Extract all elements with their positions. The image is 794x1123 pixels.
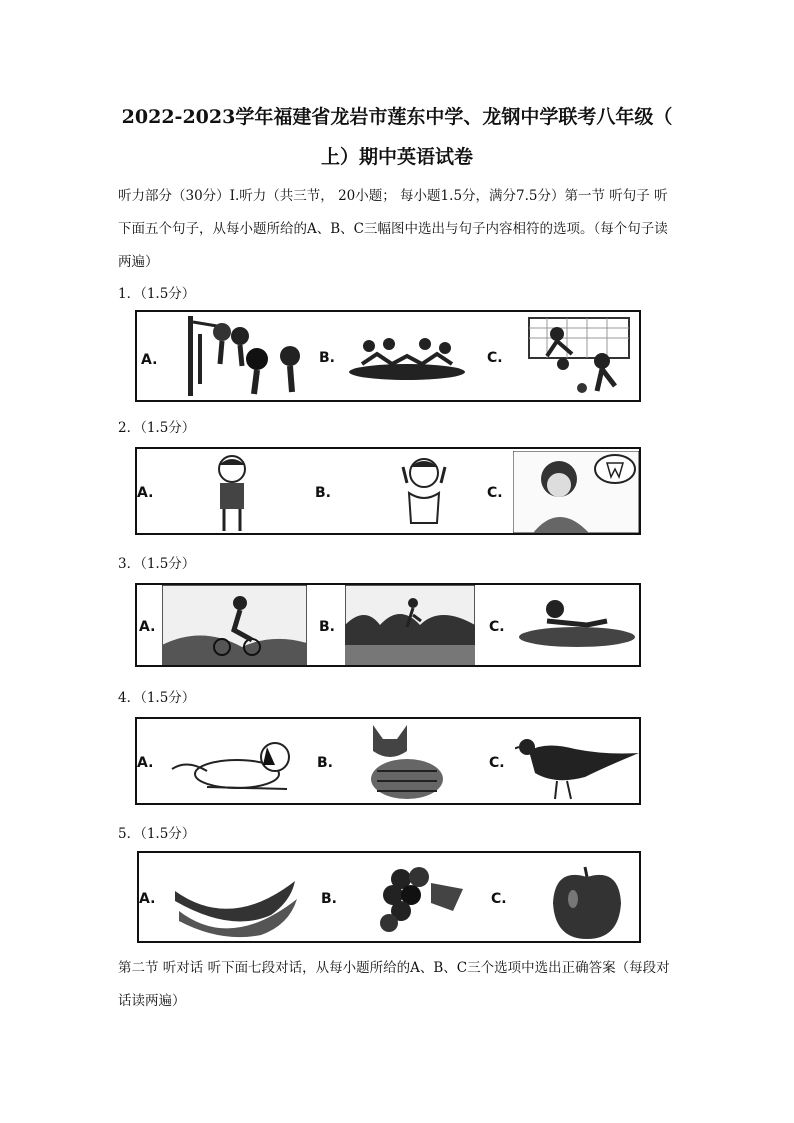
basketball-players-icon — [182, 314, 312, 400]
question-5-label: 5．（1.5分） — [118, 826, 196, 842]
question-2-image-box — [135, 447, 641, 535]
option-b-label: B. — [319, 350, 335, 366]
listening-instructions: 听力部分（30分）Ⅰ.听力（共三节， 20小题； 每小题1.5分，满分7.5分）第一节 听句子 听下面五个句子，从每小题所给的A、B、C三幅图中选出与句子内容相符的选项。（每个句子读两遍） — [118, 188, 668, 270]
option-a-label: A. — [139, 619, 156, 635]
swimmer-icon — [517, 595, 637, 655]
option-c-label: C. — [491, 891, 507, 907]
boy-headache-icon — [399, 453, 449, 527]
apple-icon — [549, 859, 625, 943]
option-b-label: B. — [319, 619, 335, 635]
girl-stomachache-icon — [207, 453, 257, 533]
question-4-label: 4．（1.5分） — [118, 690, 196, 706]
grapes-icon — [371, 859, 471, 939]
woman-toothache-icon — [513, 451, 639, 533]
question-2-label: 2．（1.5分） — [118, 420, 196, 436]
runner-landscape-icon — [345, 585, 475, 665]
picnic-group-icon — [347, 334, 467, 384]
option-b-label: B. — [317, 755, 333, 771]
option-b-label: B. — [321, 891, 337, 907]
option-a-label: A. — [137, 755, 154, 771]
exam-title-line1: 2022-2023学年福建省龙岩市莲东中学、龙钢中学联考八年级（ — [121, 106, 673, 128]
option-c-label: C. — [489, 755, 505, 771]
bike-rider-icon — [162, 585, 307, 665]
option-a-label: A. — [141, 352, 158, 368]
question-3-image-box — [135, 583, 641, 667]
option-c-label: C. — [489, 619, 505, 635]
question-1-image-box — [135, 310, 641, 402]
question-3-label: 3．（1.5分） — [118, 556, 196, 572]
option-c-label: C. — [487, 485, 503, 501]
option-c-label: C. — [487, 350, 503, 366]
section-2-instructions: 第二节 听对话 听下面七段对话，从每小题所给的A、B、C三个选项中选出正确答案（每段对话读两遍） — [118, 960, 670, 1009]
option-a-label: A. — [137, 485, 154, 501]
soccer-players-icon — [527, 316, 637, 400]
question-5-image-box — [137, 851, 641, 943]
bird-icon — [515, 727, 641, 803]
banana-icon — [171, 871, 301, 941]
cat-icon — [367, 721, 447, 805]
option-a-label: A. — [139, 891, 156, 907]
option-b-label: B. — [315, 485, 331, 501]
dog-icon — [167, 729, 297, 799]
exam-title-line2: 上）期中英语试卷 — [320, 146, 473, 168]
question-4-image-box — [135, 717, 641, 805]
question-1-label: 1．（1.5分） — [118, 286, 196, 302]
